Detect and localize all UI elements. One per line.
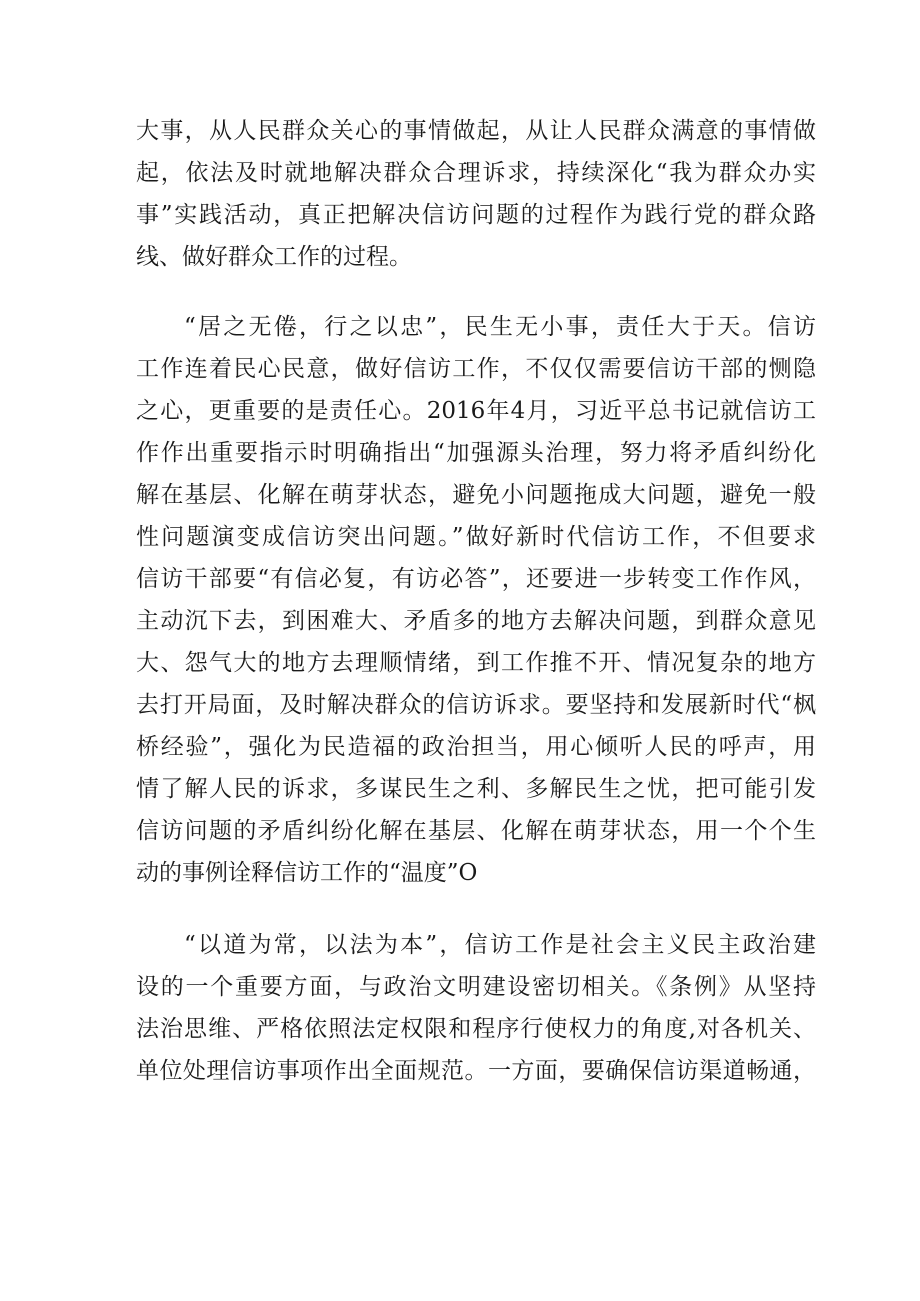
- paragraph-2-line-6: 性问题演变成信访突出问题。”做好新时代信访工作，不但要求: [136, 524, 816, 550]
- paragraph-2-line-3: 之心，更重要的是责任心。2016年4月，习近平总书记就信访工: [136, 398, 816, 424]
- paragraph-3-line-3: 法治思维、严格依照法定权限和程序行使权力的角度,对各机关、: [136, 1016, 816, 1042]
- paragraph-2-line-9: 大、怨气大的地方去理顺情绪，到工作推不开、情况复杂的地方: [136, 650, 816, 676]
- paragraph-3-line-2: 设的一个重要方面，与政治文明建设密切相关。《条例》从坚持: [136, 974, 816, 1000]
- paragraph-1-line-2: 起，依法及时就地解决群众合理诉求，持续深化“我为群众办实: [136, 160, 816, 186]
- paragraph-3-line-4: 单位处理信访事项作出全面规范。一方面，要确保信访渠道畅通，: [136, 1058, 816, 1084]
- paragraph-2-line-8: 主动沉下去，到困难大、矛盾多的地方去解决问题，到群众意见: [136, 608, 816, 634]
- paragraph-3-line-1: “以道为常，以法为本”，信访工作是社会主义民主政治建: [184, 932, 816, 958]
- paragraph-2-line-5: 解在基层、化解在萌芽状态，避免小问题拖成大问题，避免一般: [136, 482, 816, 508]
- paragraph-2-line-7: 信访干部要“有信必复，有访必答”，还要进一步转变工作作风，: [136, 566, 816, 592]
- paragraph-2-line-12: 情了解人民的诉求，多谋民生之利、多解民生之忧，把可能引发: [136, 776, 816, 802]
- paragraph-2-line-11: 桥经验”，强化为民造福的政治担当，用心倾听人民的呼声，用: [136, 734, 816, 760]
- paragraph-1-line-1: 大事，从人民群众关心的事情做起，从让人民群众满意的事情做: [136, 118, 816, 144]
- paragraph-2-line-4: 作作出重要指示时明确指出“加强源头治理，努力将矛盾纠纷化: [136, 440, 816, 466]
- paragraph-2-line-10: 去打开局面，及时解决群众的信访诉求。要坚持和发展新时代“枫: [136, 692, 816, 718]
- paragraph-2-line-1: “居之无倦，行之以忠”，民生无小事，责任大于天。信访: [184, 314, 816, 340]
- paragraph-2-line-14: 动的事例诠释信访工作的“温度”O: [136, 860, 478, 886]
- paragraph-2-line-13: 信访问题的矛盾纠纷化解在基层、化解在萌芽状态，用一个个生: [136, 818, 816, 844]
- paragraph-1-line-4: 线、做好群众工作的过程。: [136, 244, 412, 270]
- paragraph-2-line-2: 工作连着民心民意，做好信访工作，不仅仅需要信访干部的恻隐: [136, 356, 816, 382]
- paragraph-1-line-3: 事”实践活动，真正把解决信访问题的过程作为践行党的群众路: [136, 202, 816, 228]
